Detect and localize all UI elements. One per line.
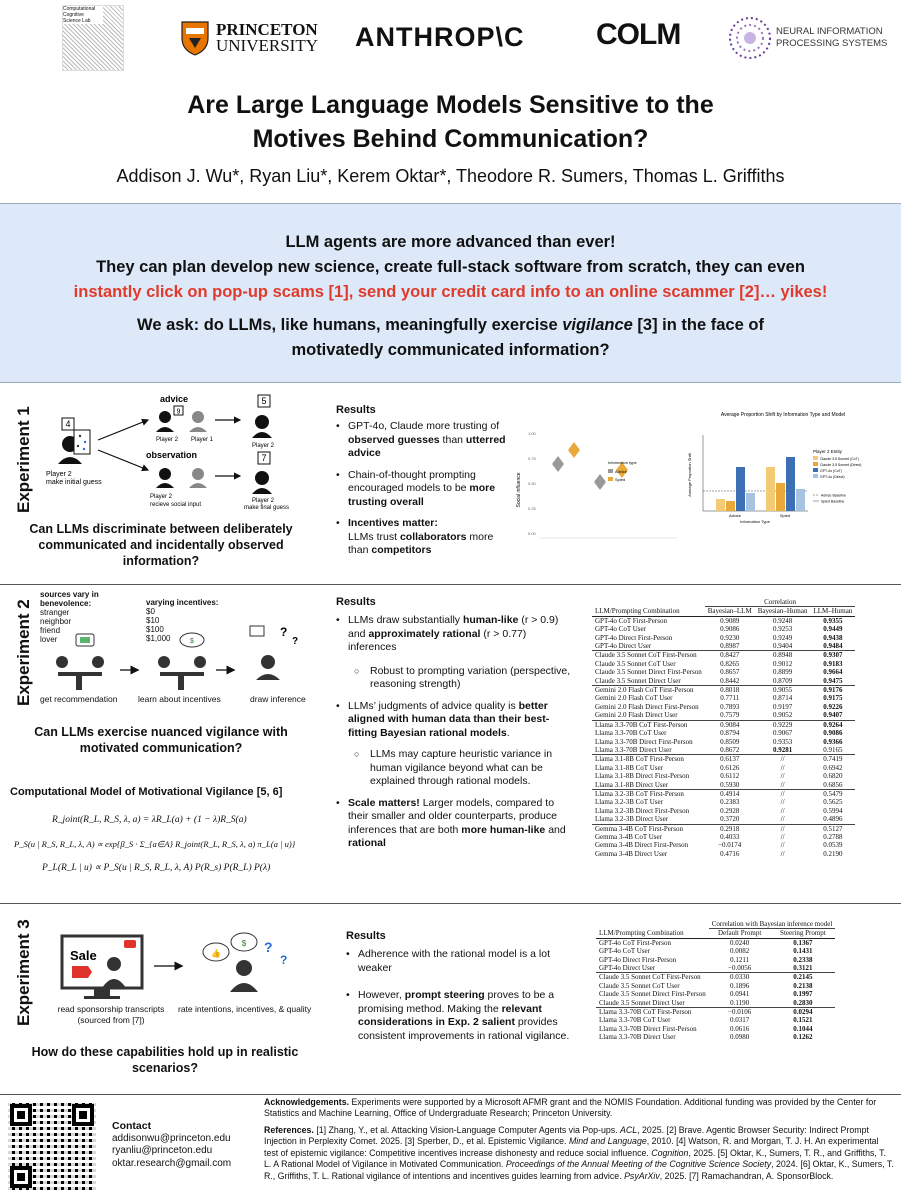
table-cell: // bbox=[780, 798, 785, 807]
table-cell: 0.0294 bbox=[771, 1008, 836, 1017]
table-cell: // bbox=[780, 806, 785, 815]
table-row bbox=[592, 703, 855, 711]
table-cell: 0.1997 bbox=[793, 990, 813, 999]
svg-text:0.75: 0.75 bbox=[528, 456, 536, 461]
table-row-label: GPT-4o Direct First-Person bbox=[599, 955, 677, 964]
table-row bbox=[592, 746, 855, 755]
table-row-label: Llama 3.1-8B Direct User bbox=[595, 780, 669, 789]
exp3-correlation-table: Correlation with Bayesian inference model LLM/Prompting Combination Default Prompt Steering Prompt GPT-4o CoT First-Person 0.0240 0.1367 GPT-4o CoT User 0.0082 0.1431 GPT-4o Direct First-Person 0.1211 0.2338 GPT-4o Direct User −0.0056 0.3121 Claude 3.5 Sonnet CoT First-Person 0.0330 0.2145 Claude 3.5 Sonnet CoT User 0.1896 0.2138 Claude 3.5 Sonnet Direct First-Person 0.0941 0.1997 Claude 3.5 Sonnet Direct User 0.1190 0.2830 Llama 3.3-70B CoT First-Person −0.0106 0.0294 Llama 3.3-70B CoT User 0.0317 0.1521 Llama 3.3-70B Direct First-Person 0.0616 0.1044 Llama 3.3-70B Direct User 0.0980 0.1262 bbox=[596, 920, 835, 1042]
exp1-results: Results • GPT-4o, Claude more trusting of observed guesses than utterred advice • Chain-of-thought prompting encouraged models to be more trusting overall • Incentives matter: LLMs trust collaborators more than competitors bbox=[336, 404, 516, 566]
table-cell: 0.2383 bbox=[720, 798, 740, 807]
table-row-label: Llama 3.1-8B CoT User bbox=[595, 763, 663, 772]
exp2-correlation-table: Correlation LLM/Prompting Combination Bayesian–LLM Bayesian–Human LLM–Human GPT-4o CoT First-Person 0.9089 0.9248 0.9355 GPT-4o CoT User 0.9086 0.9253 0.9449 GPT-4o Direct First-Person 0.9230 0.9249 0.9438 GPT-4o Direct User 0.8987 0.9404 0.9484 Claude 3.5 Sonnet CoT First-Person 0.8427 0.8948 0.9307 Claude 3.5 Sonnet CoT User 0.8265 0.9012 0.9183 Claude 3.5 Sonnet Direct First-Person 0.8657 0.8899 0.9664 Claude 3.5 Sonnet Direct User 0.8442 0.8709 0.9475 Gemini 2.0 Flash CoT First-Person 0.8018 0.9055 0.9176 Gemini 2.0 Flash CoT User 0.7711 0.8714 0.9175 Gemini 2.0 Flash Direct First-Person 0.7893 0.9197 0.9226 Gemini 2.0 Flash Direct User 0.7579 0.9052 0.9407 Llama 3.3-70B CoT First-Person 0.9084 0.9229 0.9264 Llama 3.3-70B CoT User 0.8794 0.9067 0.9086 Llama 3.3-70B Direct First-Person 0.8509 0.9353 0.9366 Llama 3.3-70B Direct User 0.8672 0.9281 0.9165 Llama 3.1-8B CoT First-Person 0.6137 // 0.7419 Llama 3.1-8B CoT User 0.6126 // 0.6942 Llama 3.1-8B Direct First-Person 0.6112 // 0.6820 Llama 3.1-8B Direct User 0.5930 // 0.6856 Llama 3.2-3B CoT First-Person 0.4914 // 0.5479 Llama 3.2-3B CoT User 0.2383 // 0.5625 Llama 3.2-3B Direct First-Person 0.2928 // 0.5994 Llama 3.2-3B Direct User 0.3720 // 0.4896 Gemma 3-4B CoT First-Person 0.2918 // 0.5127 Gemma 3-4B CoT User 0.4033 // 0.2788 Gemma 3-4B Direct First-Person −0.0174 // 0.0539 Gemma 3-4B Direct User 0.4716 // 0.2190 bbox=[592, 598, 855, 858]
bar-advice-gpt-cot bbox=[736, 467, 745, 511]
svg-text:Spied: Spied bbox=[615, 477, 626, 482]
table-cell: 0.7579 bbox=[720, 711, 740, 720]
svg-text:1.00: 1.00 bbox=[528, 431, 536, 436]
neurips-logo: NEURAL INFORMATION PROCESSING SYSTEMS bbox=[728, 10, 887, 66]
table-cell: 0.7419 bbox=[810, 755, 855, 764]
svg-text:Player 2: Player 2 bbox=[252, 498, 275, 504]
table-cell: // bbox=[755, 755, 811, 764]
experiment-2-label: Experiment 2 bbox=[14, 599, 33, 707]
table-row bbox=[596, 938, 835, 947]
monitor-icon bbox=[62, 936, 142, 999]
table-cell: 0.9055 bbox=[755, 686, 811, 695]
table-row-label: Claude 3.5 Sonnet CoT User bbox=[595, 659, 676, 668]
exp1-question: Can LLMs discriminate between deliberately communicated and incidentally observed information? bbox=[29, 522, 293, 568]
table-cell: 0.2145 bbox=[771, 973, 836, 982]
table-row bbox=[592, 789, 855, 798]
table-row-label: Llama 3.3-70B Direct First-Person bbox=[595, 737, 693, 746]
table-row bbox=[596, 956, 835, 964]
recommendation-table-icon bbox=[56, 634, 104, 690]
svg-text:5: 5 bbox=[261, 396, 267, 406]
table-cell: 0.6856 bbox=[823, 780, 843, 789]
table-row bbox=[592, 824, 855, 833]
table-cell: 0.0330 bbox=[709, 973, 771, 982]
table-cell: 0.7893 bbox=[720, 702, 740, 711]
svg-text:$: $ bbox=[190, 638, 194, 645]
bar-spied-gpt-cot bbox=[786, 457, 795, 511]
svg-text:Advice Baseline: Advice Baseline bbox=[821, 493, 846, 498]
svg-text:Information type: Information type bbox=[608, 460, 637, 465]
table-row bbox=[592, 815, 855, 824]
experiment-1-label: Experiment 1 bbox=[14, 406, 33, 514]
table-cell: 0.2830 bbox=[793, 998, 813, 1007]
table-cell: 0.2918 bbox=[705, 824, 755, 833]
rater-icon bbox=[203, 933, 287, 992]
table-cell: 0.1262 bbox=[793, 1033, 813, 1042]
exp2-diagram: sources vary in benevolence: stranger neighbor friend lover varying incentives: $0 $10 $100 $1,000 $ ? ? get recommendation learn about incentives draw inference bbox=[40, 590, 306, 704]
svg-text:Advice: Advice bbox=[615, 469, 628, 474]
table-cell: 0.8794 bbox=[720, 729, 740, 738]
table-cell: // bbox=[780, 832, 785, 841]
table-row-label: GPT-4o CoT User bbox=[595, 625, 646, 634]
svg-text:👍: 👍 bbox=[211, 949, 221, 958]
table-cell: 0.2338 bbox=[793, 955, 813, 964]
bar-advice-gpt-direct bbox=[746, 493, 755, 511]
svg-text:Average Proportion Shift by In: Average Proportion Shift by Information Type and Model bbox=[720, 412, 846, 418]
table-cell: 0.9449 bbox=[823, 625, 843, 634]
table-cell: 0.0082 bbox=[730, 947, 750, 956]
table-cell: 0.0616 bbox=[730, 1024, 750, 1033]
table-cell: 0.8948 bbox=[755, 651, 811, 660]
table-cell: 0.8714 bbox=[772, 694, 793, 703]
table-row-label: Gemma 3-4B CoT User bbox=[595, 832, 662, 841]
table-row bbox=[592, 729, 855, 737]
svg-text:Player 2: Player 2 bbox=[156, 437, 179, 443]
exp3-results: Results • Adherence with the rational model is a lot weaker • However, prompt steering proves to be a promising method. Making the relevant considerations in Exp. 2 salient provides consistent improvements in rational vigilance. bbox=[346, 930, 582, 1051]
table-cell: 0.9086 bbox=[720, 625, 740, 634]
table-row-label: Llama 3.3-70B Direct User bbox=[599, 1033, 676, 1042]
table-cell: 0.9404 bbox=[772, 642, 793, 651]
table-row-label: Claude 3.5 Sonnet CoT User bbox=[599, 981, 680, 990]
table-cell: 0.1211 bbox=[730, 955, 750, 964]
violin-spied-1 bbox=[568, 442, 580, 458]
svg-text:?: ? bbox=[280, 953, 288, 967]
table-cell: 0.6112 bbox=[720, 772, 740, 781]
table-cell: 0.0317 bbox=[730, 1016, 750, 1025]
table-cell: 0.8265 bbox=[720, 659, 740, 668]
table-row-label: GPT-4o CoT First-Person bbox=[599, 938, 671, 947]
table-cell: 0.9086 bbox=[823, 729, 843, 738]
table-row-label: Gemini 2.0 Flash Direct User bbox=[595, 711, 678, 720]
exp3-question: How do these capabilities hold up in realistic scenarios? bbox=[31, 1045, 299, 1075]
svg-text:Player 2: Player 2 bbox=[252, 443, 275, 449]
table-cell: 0.9052 bbox=[772, 711, 793, 720]
table-row bbox=[592, 755, 855, 764]
table-cell: 0.6137 bbox=[705, 755, 755, 764]
table-cell: 0.8987 bbox=[720, 642, 740, 651]
table-row-label: Llama 3.3-70B CoT User bbox=[595, 729, 667, 738]
table-cell: 0.9484 bbox=[823, 642, 843, 651]
bar-spied-gpt-direct bbox=[796, 489, 805, 511]
table-cell: 0.9438 bbox=[823, 633, 843, 642]
princeton-shield-icon bbox=[180, 20, 210, 56]
table-row-label: GPT-4o CoT User bbox=[599, 947, 650, 956]
table-row bbox=[592, 711, 855, 720]
svg-text:Average Proportion Shift: Average Proportion Shift bbox=[687, 453, 692, 497]
table-cell: 0.0240 bbox=[730, 938, 750, 947]
bar-advice-claude-cot bbox=[716, 499, 725, 511]
anthropic-logo: ANTHROP\C bbox=[355, 22, 525, 52]
table-row-label: GPT-4o Direct User bbox=[595, 642, 652, 651]
table-cell: 0.1896 bbox=[730, 981, 750, 990]
table-cell: 0.4716 bbox=[720, 849, 740, 858]
table-cell: 0.9175 bbox=[823, 694, 843, 703]
table-row-label: Llama 3.3-70B CoT First-Person bbox=[592, 720, 705, 729]
table-row-label: Llama 3.2-3B CoT User bbox=[595, 798, 663, 807]
inference-icon bbox=[250, 625, 298, 680]
table-cell: 0.9264 bbox=[810, 720, 855, 729]
table-cell: 0.4033 bbox=[720, 832, 740, 841]
table-cell: 0.5479 bbox=[810, 789, 855, 798]
table-cell: 0.1044 bbox=[793, 1024, 813, 1033]
table-cell: 0.9067 bbox=[772, 729, 793, 738]
table-row bbox=[596, 1016, 835, 1024]
table-cell: −0.0106 bbox=[709, 1008, 771, 1017]
table-cell: 0.9176 bbox=[810, 686, 855, 695]
table-cell: // bbox=[780, 841, 785, 850]
table-cell: 0.8657 bbox=[720, 668, 740, 677]
svg-text:?: ? bbox=[280, 625, 288, 639]
table-row bbox=[596, 947, 835, 955]
table-cell: // bbox=[780, 780, 785, 789]
email-1[interactable]: addisonwu@princeton.edu bbox=[112, 1132, 231, 1144]
table-row bbox=[596, 973, 835, 982]
table-row-label: Gemini 2.0 Flash CoT First-Person bbox=[592, 686, 705, 695]
princeton-logo: PRINCETON UNIVERSITY bbox=[180, 20, 318, 56]
table-cell: 0.5127 bbox=[810, 824, 855, 833]
table-cell: // bbox=[780, 815, 785, 824]
svg-text:0.50: 0.50 bbox=[528, 481, 536, 486]
table-row bbox=[592, 686, 855, 695]
table-cell: 0.8509 bbox=[720, 737, 740, 746]
table-cell: 0.3720 bbox=[720, 815, 740, 824]
table-cell: 0.2138 bbox=[793, 981, 813, 990]
colm-logo: COLM bbox=[596, 18, 681, 51]
vigilance-equations bbox=[14, 808, 334, 880]
table-row bbox=[592, 616, 855, 625]
table-row-label: Llama 3.2-3B CoT First-Person bbox=[592, 789, 705, 798]
svg-text:GPT-4o (CoT): GPT-4o (CoT) bbox=[820, 469, 842, 473]
table-cell: 0.2788 bbox=[823, 832, 843, 841]
table-cell: 0.9183 bbox=[823, 659, 843, 668]
table-row-label: Gemini 2.0 Flash Direct First-Person bbox=[595, 702, 699, 711]
table-row bbox=[592, 833, 855, 841]
table-row bbox=[592, 772, 855, 780]
violin-plot bbox=[512, 420, 682, 550]
table-row-label: GPT-4o Direct First-Person bbox=[595, 633, 673, 642]
table-cell: // bbox=[780, 849, 785, 858]
table-row bbox=[596, 982, 835, 990]
table-cell: 0.0539 bbox=[823, 841, 843, 850]
ccs-lab-logo: Computational Cognitive Science Lab bbox=[62, 5, 124, 71]
svg-text:?: ? bbox=[264, 939, 273, 955]
svg-text:Player 2 Entity: Player 2 Entity bbox=[813, 449, 843, 454]
motivation-banner: LLM agents are more advanced than ever! They can plan develop new science, create full-stack software from scratch, they can even instantly click on pop-up scams [1], send your credit card info to an online scammer [2]… yikes! We ask: do LLMs, like humans, meaningfully exercise vigilance [3] in the face of motivatedly communicated information? bbox=[0, 203, 901, 383]
contact-block: Contact addisonwu@princeton.edu ryanliu@princeton.edu oktar.research@gmail.com bbox=[112, 1120, 232, 1169]
violin-advice-2 bbox=[594, 474, 606, 490]
divider-3 bbox=[0, 1094, 901, 1095]
table-cell: 0.1367 bbox=[793, 938, 813, 947]
svg-text:observation: observation bbox=[146, 450, 198, 460]
table-row-label: Claude 3.5 Sonnet Direct User bbox=[599, 998, 685, 1007]
table-row bbox=[592, 807, 855, 815]
svg-text:Claude 3.5 Sonnet (Direct): Claude 3.5 Sonnet (Direct) bbox=[820, 463, 862, 467]
table-cell: 0.6942 bbox=[823, 763, 843, 772]
bar-spied-claude-direct bbox=[776, 483, 785, 511]
table-row bbox=[592, 651, 855, 660]
table-cell: −0.0056 bbox=[728, 964, 752, 973]
table-cell: 0.8427 bbox=[705, 651, 755, 660]
svg-text:Player 1: Player 1 bbox=[191, 437, 214, 443]
table-cell: 0.1431 bbox=[793, 947, 813, 956]
experiment-3-label: Experiment 3 bbox=[14, 919, 33, 1027]
exp2-results: Results • LLMs draw substantially human-like (r > 0.9) and approximately rational (r > 0.77) inferences ○ Robust to prompting variation (perspective, reasoning strength) • LLMs’ judgments of advice quality is better aligned with human data than their best-fitting Bayesian rational models. ○ LLMs may capture heuristic variance in human vigilance beyond what can be explained through rational models. • Scale matters! Larger models, compared to their smaller and older counterparts, produce inferences that are both more human-like and rational bbox=[336, 596, 576, 859]
table-cell: 0.5625 bbox=[823, 798, 843, 807]
table-row-label: Claude 3.5 Sonnet Direct First-Person bbox=[595, 668, 702, 677]
divider-1 bbox=[0, 584, 901, 585]
table-row bbox=[592, 764, 855, 772]
table-cell: 0.5994 bbox=[823, 806, 843, 815]
violin-yticks bbox=[528, 431, 537, 536]
email-3[interactable]: oktar.research@gmail.com bbox=[112, 1157, 232, 1169]
table-cell: 0.9230 bbox=[720, 633, 740, 642]
svg-text:Advice: Advice bbox=[728, 513, 742, 518]
table-cell: 0.1190 bbox=[730, 998, 750, 1007]
table-cell: 0.8672 bbox=[720, 745, 740, 754]
divider-2 bbox=[0, 903, 901, 904]
table-cell: 0.9253 bbox=[772, 625, 793, 634]
svg-text:0.00: 0.00 bbox=[528, 531, 536, 536]
table-cell: 0.5930 bbox=[720, 780, 740, 789]
references: References. [1] Zhang, Y., et al. Attacking Vision-Language Computer Agents via Pop-ups. ACL, 2025. [2] Brave. Agentic Browser Security: Indirect Prompt Injection in Perplexity Comet. 2025. [3] Sperber, D., et al. Epistemic Vigilance. Mind and Language, 2010. [4] Watson, R. and Morgan, T. J. H. An experimental test of epistemic vigilance: Competitive incentives increase dishonesty and reduce social influence. Cognition, 2025. [5] Oktar, K., Sumers, T. R., and Griffiths, T. L. A Rational Model of Vigilance in Motivated Communication. Proceedings of the Annual Meeting of the Cognitive Science Society, 2024. [6] Oktar, K., Sumers, T. R., Griffiths, T. L. Rational vigilance of intentions and incentives guides learning from advice. PsyArXiv, 2025. [7] Ramachandran, A. SponsorBlock. bbox=[264, 1125, 894, 1181]
table-cell: 0.0941 bbox=[730, 990, 750, 999]
table-cell: // bbox=[755, 789, 811, 798]
svg-text:Sale: Sale bbox=[70, 948, 97, 963]
table-cell: 0.4914 bbox=[705, 789, 755, 798]
table-cell: 0.9248 bbox=[772, 616, 793, 625]
table-cell: 0.2190 bbox=[823, 849, 843, 858]
bar-advice-claude-direct bbox=[726, 501, 735, 511]
table-cell: 0.9355 bbox=[823, 616, 843, 625]
table-cell: 0.9664 bbox=[823, 668, 843, 677]
table-row bbox=[592, 738, 855, 746]
equation-2: P_S(u | R_S, R_L, λ, A) ∝ exp{β_S · Σ_{a∈A} R_joint(R_L, R_S, λ, a) π_L(a | u)} bbox=[14, 839, 296, 849]
table-row bbox=[596, 964, 835, 973]
table-cell: 0.0980 bbox=[730, 1033, 750, 1042]
table-row bbox=[596, 990, 835, 998]
table-row bbox=[592, 642, 855, 651]
equation-1: R_joint(R_L, R_S, λ, a) = λR_L(a) + (1 − λ)R_S(a) bbox=[52, 815, 247, 825]
table-cell: 0.9197 bbox=[772, 702, 793, 711]
table-cell: // bbox=[755, 824, 811, 833]
table-cell: 0.4896 bbox=[823, 815, 843, 824]
shift-bar-chart bbox=[683, 405, 883, 535]
table-row bbox=[592, 694, 855, 702]
table-row bbox=[592, 720, 855, 729]
svg-text:Spied Baseline: Spied Baseline bbox=[821, 499, 845, 504]
table-row-label: Llama 3.3-70B Direct User bbox=[595, 745, 672, 754]
dots-card-icon bbox=[74, 430, 90, 454]
table-cell: 0.3121 bbox=[793, 964, 813, 973]
table-cell: 0.8018 bbox=[705, 686, 755, 695]
svg-text:$: $ bbox=[241, 939, 247, 948]
svg-text:GPT-4o (Direct): GPT-4o (Direct) bbox=[820, 475, 845, 479]
table-cell: 0.9165 bbox=[823, 745, 843, 754]
table-row-label: Llama 3.2-3B Direct User bbox=[595, 815, 669, 824]
table-row-label: Llama 3.3-70B CoT First-Person bbox=[596, 1008, 709, 1017]
qr-code[interactable] bbox=[8, 1102, 96, 1190]
neurips-brain-icon bbox=[728, 10, 772, 66]
exp3-diagram: Sale 👍 $ ? ? read sponsorship transcripts (sourced from [7]) rate intentions, incentives, & quality bbox=[46, 930, 336, 1030]
violin-advice-1 bbox=[552, 456, 564, 472]
table-row bbox=[592, 668, 855, 676]
table-row-label: Claude 3.5 Sonnet CoT First-Person bbox=[592, 651, 705, 660]
table-row bbox=[592, 781, 855, 790]
table-cell: 0.9281 bbox=[772, 745, 793, 754]
exp1-diagram bbox=[40, 392, 310, 512]
svg-text:advice: advice bbox=[160, 394, 189, 404]
table-row bbox=[592, 798, 855, 806]
table-cell: 0.2928 bbox=[720, 806, 740, 815]
table-row-label: Gemma 3-4B CoT First-Person bbox=[592, 824, 705, 833]
svg-text:make final guess: make final guess bbox=[244, 505, 290, 511]
table-row bbox=[596, 1025, 835, 1033]
table-row bbox=[592, 850, 855, 858]
table-row-label: Claude 3.5 Sonnet CoT First-Person bbox=[596, 973, 709, 982]
exp2-question: Can LLMs exercise nuanced vigilance with motivated communication? bbox=[34, 725, 288, 755]
svg-text:9: 9 bbox=[176, 408, 181, 416]
table-cell: 0.9084 bbox=[705, 720, 755, 729]
table-cell: 0.9407 bbox=[823, 711, 843, 720]
table-row-label: GPT-4o CoT First-Person bbox=[595, 616, 667, 625]
equation-3: P_L(R_L | u) ∝ P_S(u | R_S, R_L, λ, A) P(R_s) P(R_L) P(λ) bbox=[42, 863, 271, 873]
observation-players-icon bbox=[156, 468, 207, 488]
table-cell: 0.9012 bbox=[772, 659, 793, 668]
table-row-label: Gemma 3-4B Direct User bbox=[595, 849, 668, 858]
table-row bbox=[596, 1033, 835, 1041]
table-row bbox=[592, 660, 855, 668]
table-row-label: Llama 3.2-3B Direct First-Person bbox=[595, 806, 690, 815]
svg-text:4: 4 bbox=[65, 419, 71, 429]
table-cell: 0.9226 bbox=[823, 702, 843, 711]
svg-text:7: 7 bbox=[261, 453, 267, 463]
table-cell: −0.0174 bbox=[718, 841, 742, 850]
svg-text:Claude 3.5 Sonnet (CoT): Claude 3.5 Sonnet (CoT) bbox=[820, 457, 859, 461]
svg-text:Player 2: Player 2 bbox=[150, 494, 173, 500]
table-cell: 0.8899 bbox=[772, 668, 793, 677]
svg-text:recieve social input: recieve social input bbox=[150, 502, 202, 508]
table-cell: // bbox=[780, 763, 785, 772]
table-row bbox=[592, 841, 855, 849]
table-cell: 0.6126 bbox=[720, 763, 740, 772]
table-row bbox=[596, 1008, 835, 1017]
poster-title: Are Large Language Models Sensitive to the Motives Behind Communication? bbox=[187, 91, 714, 153]
table-cell: 0.6820 bbox=[823, 772, 843, 781]
table-row-label: Llama 3.3-70B CoT User bbox=[599, 1016, 671, 1025]
table-row-label: Gemma 3-4B Direct First-Person bbox=[595, 841, 689, 850]
table-cell: 0.7711 bbox=[720, 694, 740, 703]
svg-text:Player 2: Player 2 bbox=[46, 471, 72, 478]
table-row bbox=[592, 625, 855, 633]
authors: Addison J. Wu*, Ryan Liu*, Kerem Oktar*, Theodore R. Sumers, Thomas L. Griffiths bbox=[116, 166, 785, 186]
table-row bbox=[592, 634, 855, 642]
table-cell: 0.1521 bbox=[793, 1016, 813, 1025]
email-2[interactable]: ryanliu@princeton.edu bbox=[112, 1145, 213, 1156]
table-cell: 0.9475 bbox=[823, 676, 843, 685]
table-cell: 0.9249 bbox=[772, 633, 793, 642]
table-cell: 0.9307 bbox=[810, 651, 855, 660]
svg-text:Spied: Spied bbox=[779, 513, 791, 518]
acknowledgements: Acknowledgements. Experiments were supported by a Microsoft AFMR grant and the NOMIS Foundation. Additional funding was provided by the Center for Statistics and Machine Learning, Office of Undergraduate Research; Princeton University. bbox=[264, 1097, 877, 1118]
table-cell: 0.9229 bbox=[755, 720, 811, 729]
svg-text:?: ? bbox=[292, 636, 299, 647]
table-row-label: Llama 3.1-8B CoT First-Person bbox=[592, 755, 705, 764]
svg-text:make initial guess: make initial guess bbox=[46, 479, 102, 486]
svg-text:Information Type: Information Type bbox=[740, 519, 770, 524]
table-row-label: Llama 3.1-8B Direct First-Person bbox=[595, 772, 690, 781]
svg-text:0.25: 0.25 bbox=[528, 506, 536, 511]
table-cell: // bbox=[780, 772, 785, 781]
table-row-label: GPT-4o Direct User bbox=[599, 964, 656, 973]
table-row-label: Claude 3.5 Sonnet Direct First-Person bbox=[599, 990, 706, 999]
table-cell: 0.8442 bbox=[720, 676, 740, 685]
table-row-label: Gemini 2.0 Flash CoT User bbox=[595, 694, 673, 703]
incentives-table-icon bbox=[158, 633, 206, 690]
table-row-label: Claude 3.5 Sonnet Direct User bbox=[595, 676, 681, 685]
table-cell: 0.9353 bbox=[772, 737, 793, 746]
vigilance-model-title: Computational Model of Motivational Vigilance [5, 6] bbox=[10, 786, 283, 798]
table-cell: 0.9366 bbox=[823, 737, 843, 746]
table-row bbox=[592, 677, 855, 686]
table-cell: 0.8709 bbox=[772, 676, 793, 685]
svg-text:Social influence: Social influence bbox=[516, 472, 522, 508]
table-cell: 0.9089 bbox=[720, 616, 740, 625]
table-row-label: Llama 3.3-70B Direct First-Person bbox=[599, 1024, 697, 1033]
table-row bbox=[596, 999, 835, 1008]
bar-spied-claude-cot bbox=[766, 467, 775, 511]
